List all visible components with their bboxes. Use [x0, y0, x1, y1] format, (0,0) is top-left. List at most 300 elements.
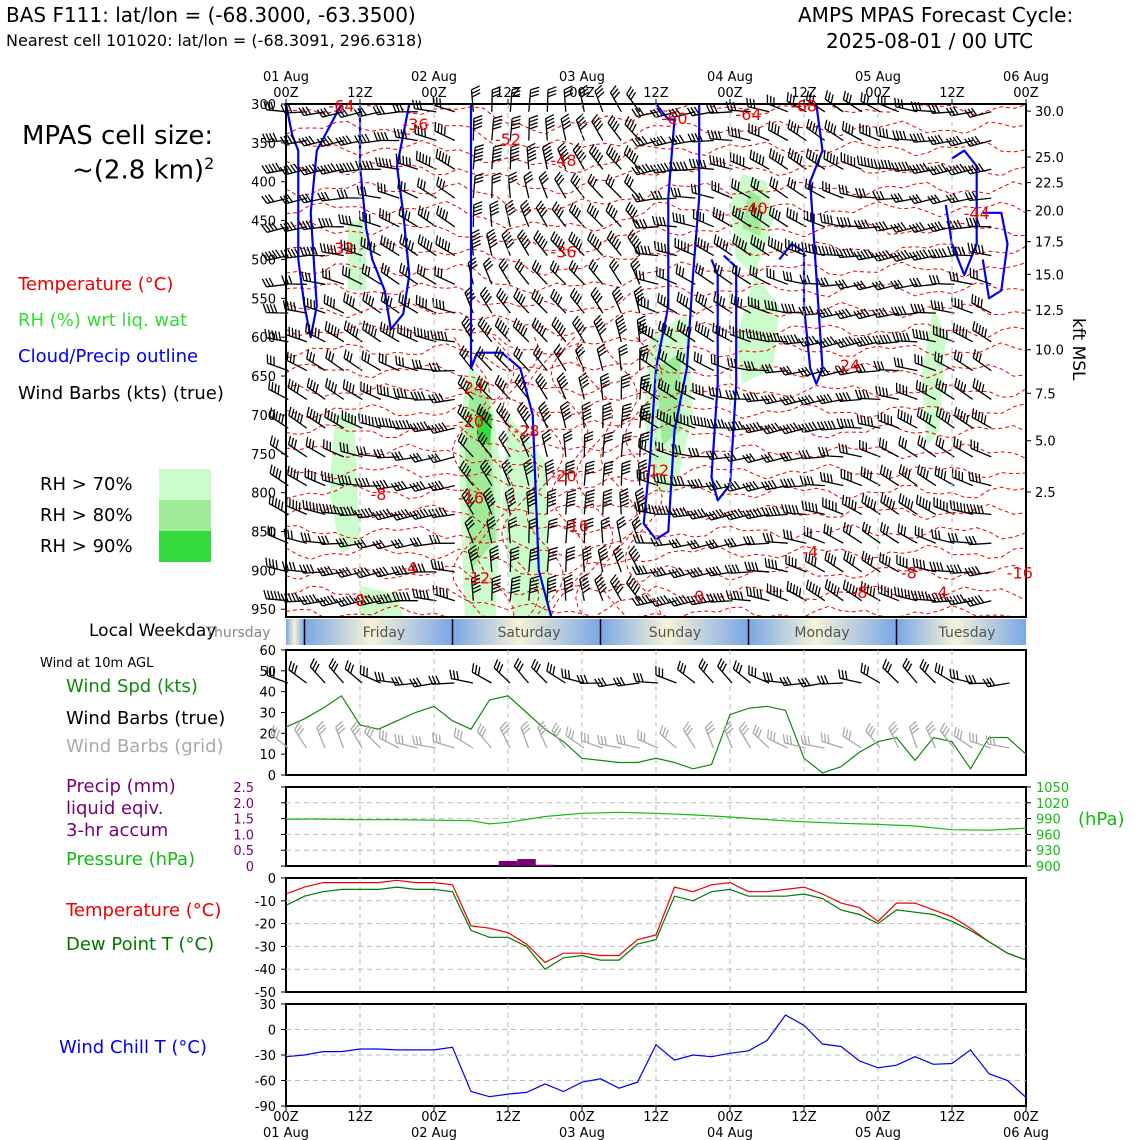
wind-barb — [617, 517, 626, 544]
wind-barb — [326, 378, 344, 399]
wind-barb-grid — [705, 721, 714, 748]
wind-barb — [598, 546, 608, 572]
wind-barb — [487, 229, 498, 256]
weekday-sunday: Sunday — [648, 625, 702, 641]
wind-barb — [280, 222, 306, 232]
wind-barb — [343, 379, 362, 399]
wind-barb — [747, 587, 770, 601]
wind-barb-grid — [843, 727, 862, 748]
wind-barb — [473, 145, 483, 170]
wind-barb — [381, 263, 399, 284]
wind-barb — [610, 575, 623, 601]
wind-barb — [429, 393, 455, 403]
wind-barb — [673, 212, 695, 226]
wind-barb-grid — [753, 725, 769, 748]
temp-tick-label: -50 — [254, 986, 276, 1001]
wind-barb — [534, 231, 548, 256]
chill-tick-label: 0 — [267, 1023, 276, 1039]
wind-barb — [621, 461, 630, 486]
wind-barb — [307, 350, 326, 371]
wind-barb — [973, 378, 991, 399]
weekday-tuesday: Tuesday — [938, 625, 996, 641]
wind-barb-grid — [521, 721, 530, 748]
kft-tick-label: 22.5 — [1035, 176, 1064, 192]
wind-barb — [375, 417, 399, 428]
pressure-tick-label: 600 — [251, 331, 276, 347]
wind-barb — [610, 259, 622, 285]
top-hour-label: 00Z — [717, 86, 743, 101]
pressure-tick-label: 850 — [251, 525, 276, 541]
top-hour-label: 00Z — [865, 86, 891, 101]
nearest-cell: Nearest cell 101020: lat/lon = (-68.3091, 296.6318) — [6, 31, 423, 50]
wind-barb — [515, 259, 529, 284]
wind-barb — [619, 345, 628, 371]
wind-barb — [436, 149, 455, 169]
wind-tick-label: 20 — [259, 727, 276, 743]
wind-barb — [769, 206, 787, 227]
bottom-hour-label: 00Z — [421, 1110, 447, 1125]
temperature-label: -8 — [900, 563, 917, 583]
wind-barb — [286, 326, 307, 342]
bottom-date-label: 03 Aug — [558, 1126, 606, 1140]
wind-barb — [603, 489, 612, 514]
top-date-label: 03 Aug — [558, 70, 606, 85]
wind-barb — [594, 315, 606, 342]
wind-barb — [955, 378, 973, 399]
wind-barb — [749, 123, 769, 140]
wind-barb — [362, 351, 381, 371]
wind-barb — [288, 379, 307, 400]
wind-barb-grid — [336, 721, 345, 748]
wind-barb — [546, 115, 555, 141]
wind-barb-true — [935, 663, 954, 683]
wind-barb-grid — [889, 722, 899, 748]
wind-barb — [552, 202, 566, 227]
wind-barb — [380, 208, 400, 227]
temperature-label: -8 — [851, 583, 868, 603]
bottom-date-label: 01 Aug — [262, 1126, 310, 1140]
wind-barb — [304, 297, 325, 313]
wind-barb — [601, 517, 610, 543]
wind-barb-true — [450, 670, 473, 683]
wind-barb — [472, 86, 481, 112]
wind-barb — [566, 490, 576, 515]
wind-barb — [843, 495, 862, 514]
precip-tick-label: 1.0 — [233, 828, 254, 844]
wind-barb-grid — [660, 725, 677, 748]
wind-barb — [264, 590, 288, 601]
wind-barb — [473, 174, 483, 199]
wind-barb — [417, 264, 436, 284]
wind-barb — [570, 288, 584, 313]
wind-barb-true — [678, 661, 695, 683]
pressure-unit: (hPa) — [1078, 809, 1125, 830]
wind-barb — [898, 524, 917, 544]
precip-tick-label: 0.5 — [233, 844, 254, 860]
wind-barb — [634, 287, 644, 314]
wind-barb — [307, 378, 325, 399]
wind-barb — [490, 201, 499, 227]
kft-tick-label: 15.0 — [1035, 268, 1064, 284]
pressure-axis-label: 990 — [1036, 812, 1061, 828]
wind-barb — [566, 547, 575, 572]
wind-barb — [564, 575, 573, 601]
wind-barb — [894, 357, 917, 370]
wind-barb — [918, 465, 936, 486]
wind-barb — [856, 188, 881, 198]
kft-tick-label: 5.0 — [1035, 434, 1056, 450]
cell-size-exponent: 2 — [204, 154, 215, 173]
cycle-title: AMPS MPAS Forecast Cycle: — [798, 3, 1074, 27]
wind-barb — [784, 529, 807, 543]
wind-tick-label: 50 — [259, 664, 276, 680]
cloud-contour — [983, 213, 1008, 298]
legend-wind: Wind Barbs (kts) (true) — [18, 383, 224, 404]
kft-tick-label: 7.5 — [1035, 387, 1056, 403]
wind-barb — [473, 202, 482, 227]
temperature-label: -4 — [401, 558, 418, 578]
wind-barb — [473, 116, 482, 141]
pressure-tick-label: 800 — [251, 486, 276, 502]
temperature-label: -24 — [457, 377, 485, 397]
wind-barb — [539, 402, 551, 429]
temperature-label: -4 — [931, 583, 948, 603]
top-date-label: 06 Aug — [1002, 70, 1050, 85]
wind-barb — [765, 558, 788, 572]
wind-barb — [505, 200, 515, 227]
wind-barb-grid — [477, 723, 491, 748]
bottom-hour-label: 00Z — [1013, 1110, 1039, 1125]
bottom-hour-label: 12Z — [939, 1110, 965, 1125]
wind-barb — [854, 336, 880, 346]
weekday-friday: Friday — [362, 625, 406, 641]
bottom-hour-label: 00Z — [865, 1110, 891, 1125]
wind-barb — [435, 122, 455, 140]
legend-windchill: Wind Chill T (°C) — [59, 1037, 207, 1058]
wind-barb — [843, 121, 862, 140]
wind-barb — [471, 230, 480, 256]
wind-barb — [582, 402, 591, 428]
legend-precip-liquid: liquid eqiv. — [66, 798, 164, 819]
wind-barb — [802, 501, 825, 515]
cycle-date: 2025-08-01 / 00 UTC — [826, 29, 1034, 53]
pressure-tick-label: 750 — [251, 447, 276, 463]
wind-barb — [431, 560, 455, 572]
temperature-label: -16 — [562, 516, 589, 536]
wind-barb — [584, 490, 595, 515]
wind-barb — [437, 206, 455, 227]
wind-tick-label: 30 — [259, 706, 276, 722]
wind-barb — [606, 145, 621, 169]
wind-barb — [898, 409, 917, 428]
legend-wind-true: Wind Barbs (true) — [66, 708, 226, 729]
wind-barb — [381, 292, 399, 313]
wind-barb-grid — [295, 722, 307, 748]
wind-barb — [513, 318, 529, 342]
wind-barb — [357, 186, 381, 198]
wind-tick-label: 60 — [259, 644, 276, 659]
wind-barb — [880, 465, 898, 486]
wind-barb — [433, 585, 455, 601]
wind-barb-true — [289, 661, 307, 683]
wind-barb — [551, 289, 566, 313]
wind-barb — [539, 172, 548, 199]
wind-barb — [844, 91, 862, 112]
wind-barb — [965, 595, 992, 606]
wind-barb-true — [633, 673, 658, 683]
wind-barb — [435, 266, 455, 284]
pressure-axis-label: 1050 — [1036, 781, 1070, 796]
wind-barb — [468, 258, 477, 285]
wind-barb — [588, 174, 603, 198]
wind-barb — [437, 177, 455, 198]
wind-barb — [418, 178, 437, 198]
wind-barb — [542, 430, 551, 457]
wind-barb — [972, 408, 991, 428]
wind-barb — [588, 232, 603, 256]
wind-barb-grid — [538, 722, 547, 749]
wind-barb — [804, 526, 824, 543]
kft-tick-label: 2.5 — [1035, 485, 1056, 501]
wind-barb — [428, 481, 455, 491]
weekday-label: Local Weekday — [89, 621, 217, 641]
wind-barb — [640, 432, 649, 457]
wind-barb-grid — [801, 735, 824, 748]
wind-barb — [354, 108, 381, 117]
wind-barb — [770, 148, 788, 169]
wind-barb — [728, 126, 751, 140]
precip-tick-label: 0 — [245, 860, 254, 875]
temperature-label: -52 — [494, 129, 522, 149]
wind-barb — [484, 258, 493, 285]
pressure-tick-label: 350 — [251, 136, 276, 152]
pressure-tick-label: 950 — [251, 603, 276, 619]
legend-precip-accum: 3-hr accum — [66, 820, 169, 841]
temperature-label: -16 — [1006, 563, 1033, 583]
wind-barb — [637, 316, 647, 342]
wind-barb — [392, 452, 418, 461]
wind-barb — [950, 271, 973, 284]
wind-barb — [591, 287, 603, 313]
chill-tick-label: -90 — [254, 1100, 276, 1115]
weekday-thursday: Thursday — [205, 625, 271, 641]
wind-barb — [299, 107, 325, 116]
wind-barb — [289, 436, 307, 457]
wind-barb — [589, 144, 602, 169]
wind-barb — [824, 150, 843, 169]
pressure-axis-label: 930 — [1036, 844, 1061, 860]
bottom-hour-label: 12Z — [347, 1110, 373, 1125]
wind-barb-grid — [500, 722, 510, 748]
temp-tick-label: -30 — [254, 940, 276, 956]
wind-barb — [428, 423, 455, 434]
cell-size-value: ~(2.8 km)$^2$ — [72, 154, 215, 186]
temperature-label: -12 — [464, 568, 491, 588]
temperature-label: -16 — [457, 488, 485, 508]
precip-tick-label: 2.5 — [233, 781, 254, 796]
wind-barb — [899, 436, 917, 457]
wind-barb — [967, 504, 991, 515]
wind-barb-true — [883, 659, 899, 683]
bottom-hour-label: 12Z — [643, 1110, 669, 1125]
wind-barb-true — [532, 659, 547, 683]
wind-barb-true — [983, 678, 1009, 687]
wind-barb — [743, 508, 769, 518]
temperature-label: -8 — [370, 485, 387, 505]
wind-barb — [624, 146, 640, 170]
wind-barb-true — [903, 658, 917, 683]
bottom-hour-label: 00Z — [717, 1110, 743, 1125]
wind-barb — [798, 422, 824, 432]
wind-barb — [433, 298, 455, 313]
wind-barb — [696, 263, 714, 284]
bottom-hour-label: 00Z — [569, 1110, 595, 1125]
wind-barb — [638, 295, 658, 313]
wind-barb — [564, 431, 573, 457]
wind-barb — [323, 268, 344, 284]
chill-tick-label: -30 — [254, 1049, 276, 1064]
wind-barb-true — [472, 663, 491, 683]
legend-wind-speed: Wind Spd (kts) — [66, 676, 198, 697]
wind-barb — [326, 349, 344, 370]
wind-barb — [691, 184, 713, 198]
wind-barb — [477, 347, 492, 371]
temperature-label: -68 — [790, 96, 818, 116]
wind-barb — [917, 495, 936, 515]
kft-axis-title: kft MSL — [1068, 318, 1088, 381]
wind-barb — [893, 130, 918, 140]
wind-barb — [413, 100, 437, 112]
legend-temp-2m: Temperature (°C) — [66, 900, 222, 921]
temperature-label: -40 — [741, 199, 768, 219]
wind-barb — [807, 580, 825, 601]
wind-barb-grid — [433, 733, 455, 748]
wind-barb — [529, 116, 538, 141]
wind-barb — [872, 308, 898, 318]
bottom-hour-label: 00Z — [273, 1110, 299, 1125]
temperature-label: -48 — [550, 150, 577, 170]
temp-tick-label: -10 — [254, 894, 276, 910]
wind-barb-true — [656, 666, 677, 683]
wind-barb — [620, 489, 629, 515]
wind-barb-grid — [638, 730, 658, 748]
pressure-tick-label: 300 — [251, 98, 276, 113]
top-hour-label: 12Z — [347, 86, 373, 101]
wind-barb — [973, 349, 991, 370]
wind-barb — [955, 407, 973, 428]
bottom-hour-label: 12Z — [495, 1110, 521, 1125]
wind-tick-label: 10 — [259, 748, 276, 764]
wind-barb — [524, 172, 533, 199]
top-hour-label: 12Z — [643, 86, 669, 101]
kft-tick-label: 25.0 — [1035, 150, 1064, 166]
wind-barb — [399, 293, 418, 313]
kft-tick-label: 10.0 — [1035, 343, 1064, 359]
wind-barb — [879, 438, 898, 457]
wind-barb — [509, 172, 518, 198]
wind-barb — [561, 402, 572, 429]
wind-barb — [657, 267, 677, 285]
wind-barb — [413, 589, 437, 601]
rh70-label: RH > 70% — [40, 474, 133, 495]
wind-barb — [899, 464, 917, 485]
wind-barb-grid — [317, 721, 326, 748]
temperature-label: -28 — [513, 421, 540, 441]
wind-barb — [376, 157, 400, 169]
wind-barb — [497, 288, 511, 313]
wind-barb — [969, 471, 991, 485]
wind-barb — [603, 461, 614, 485]
pressure-axis-label: 900 — [1036, 860, 1061, 875]
wind-barb — [930, 562, 955, 572]
wind-tick-label: 0 — [267, 769, 276, 784]
wind-barb-grid — [454, 728, 473, 748]
wind-barb-true — [839, 669, 862, 683]
wind-barb — [552, 317, 566, 342]
top-hour-label: 12Z — [495, 86, 521, 101]
wind-barb — [480, 287, 491, 313]
wind-barb — [825, 90, 843, 111]
wind-tick-label: 40 — [259, 685, 276, 701]
wind-barb — [584, 461, 594, 486]
wind-barb — [336, 136, 363, 146]
wind-barb — [954, 350, 973, 371]
temp-tick-label: 0 — [267, 872, 276, 887]
wind-barb-grid — [739, 722, 750, 748]
bottom-date-label: 04 Aug — [706, 1126, 754, 1140]
wind-barb — [693, 383, 714, 399]
top-date-label: 04 Aug — [706, 70, 754, 85]
bottom-date-label: 02 Aug — [410, 1126, 458, 1140]
wind-barb — [378, 182, 399, 198]
wind-barb — [767, 583, 787, 600]
wind-barb — [675, 238, 695, 256]
legend-wind-grid: Wind Barbs (grid) — [66, 736, 224, 757]
wind-barb-grid — [683, 722, 695, 748]
precip-tick-label: 2.0 — [233, 796, 254, 812]
precip-bar — [499, 861, 518, 866]
wind-barb — [844, 551, 862, 572]
pressure-tick-label: 700 — [251, 408, 276, 424]
pressure-tick-label: 500 — [251, 253, 276, 269]
pressure-tick-label: 900 — [251, 564, 276, 580]
temperature-contour-vertical — [576, 337, 613, 617]
temperature-label: 0 — [354, 590, 366, 610]
wind-barb-true — [861, 663, 880, 683]
wind-barb-true — [310, 659, 325, 683]
chill-tick-label: -60 — [254, 1074, 276, 1090]
top-hour-label: 00Z — [1013, 86, 1039, 101]
wind-barb — [606, 174, 622, 198]
temperature-label: -60 — [661, 108, 688, 128]
station-title: BAS F111: lat/lon = (-68.3000, -63.3500) — [6, 3, 416, 27]
precip-bar — [536, 865, 555, 866]
wind-barb — [289, 407, 307, 428]
wind-barb — [965, 566, 991, 576]
top-date-label: 01 Aug — [262, 70, 310, 85]
temp-tick-label: -20 — [254, 917, 276, 933]
top-date-label: 02 Aug — [410, 70, 458, 85]
wind-barb — [787, 581, 806, 601]
precip-bar — [517, 859, 536, 866]
wind-barb — [557, 373, 568, 400]
pressure-axis-label: 960 — [1036, 828, 1061, 844]
kft-tick-label: 30.0 — [1035, 105, 1064, 121]
wind-barb — [825, 120, 843, 141]
wind-barb — [731, 152, 751, 169]
wind-barb — [614, 545, 625, 572]
temperature-label: -20 — [457, 412, 485, 432]
